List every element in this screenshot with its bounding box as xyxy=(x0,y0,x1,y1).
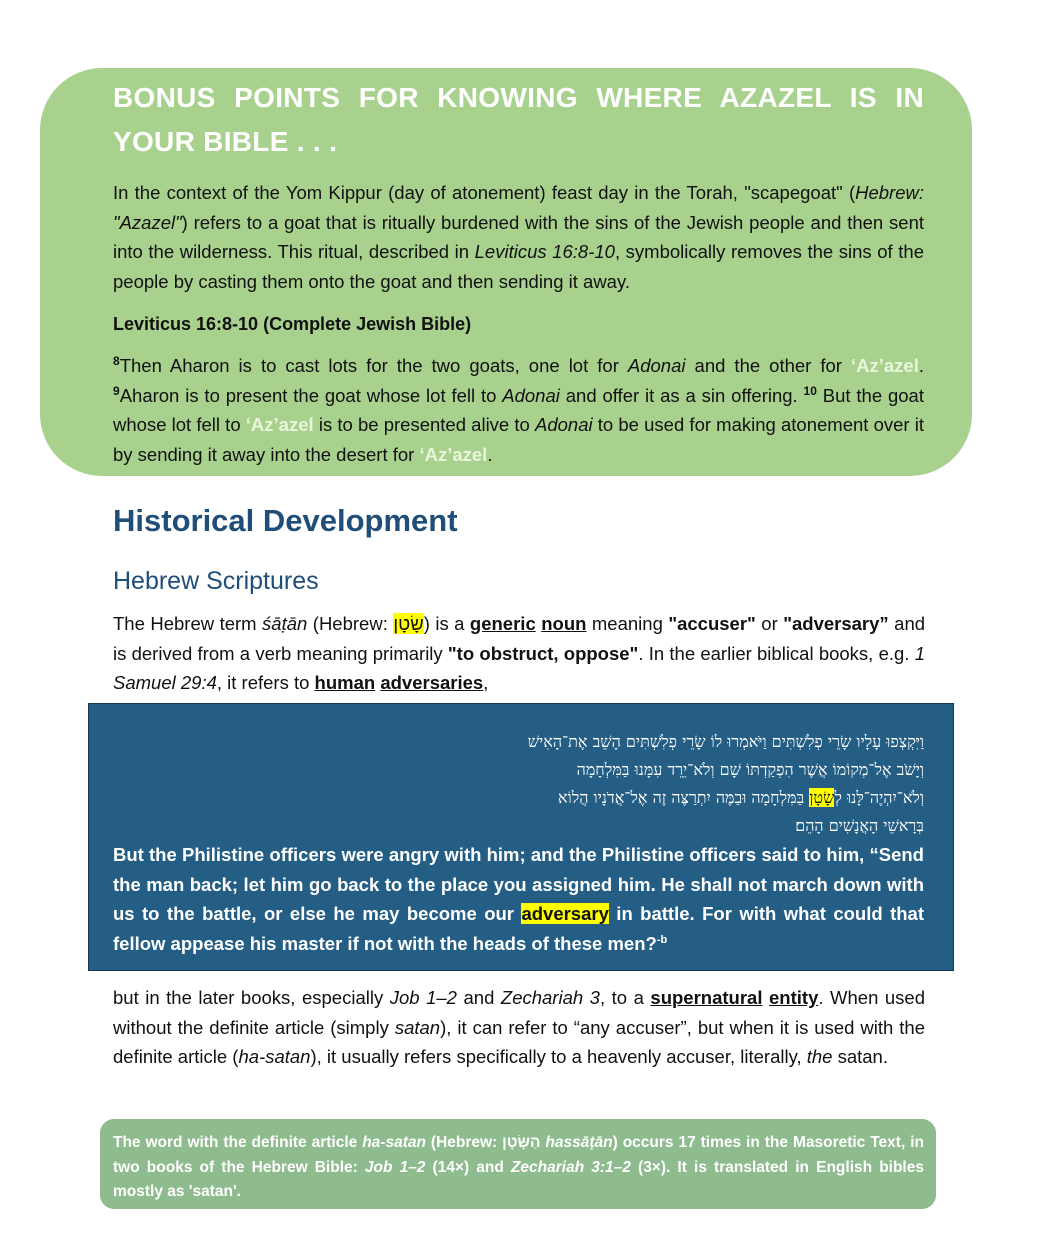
bonus-paragraph: In the context of the Yom Kippur (day of atonement) feast day in the Torah, "scapegoat" (Hebrew: "Azazel") refers to a goat that is ritually burdened with the sins of the Jewish people and then sent into the wilderness. This ritual, described in Leviticus 16:8-10, symbolically removes the sins of the people by casting them onto the goat and then sending it away. xyxy=(113,182,924,292)
hebrew-highlight: שָׂטָן xyxy=(809,788,835,807)
later-books-paragraph: but in the later books, especially Job 1–2 and Zechariah 3, to a supernatural entity. When used without the definite article (simply satan), it can refer to “any accuser”, but when it is used with the definite article (ha-satan), it usually refers specifically to a heavenly accuser, literally, the satan. xyxy=(113,987,925,1067)
link-entity[interactable]: entity xyxy=(769,987,819,1008)
note-text: The word with the definite article ha-satan (Hebrew: הַשָּׂטָן hassāṭān) occurs 17 times in the Masoretic Text, in two books of the Hebrew Bible: Job 1–2 (14×) and Zechariah 3:1–2 (3×). It is translated in English bibles mostly as 'satan'. xyxy=(113,1134,924,1200)
section-heading: Historical Development xyxy=(113,503,458,538)
link-adversaries[interactable]: adversaries xyxy=(380,672,484,693)
adversary-highlight: adversary xyxy=(521,903,609,924)
verse-number: 10 xyxy=(803,383,817,398)
bonus-title: BONUS POINTS FOR KNOWING WHERE AZAZEL IS IN YOUR BIBLE . . . xyxy=(113,82,924,157)
hebrew-word: הַשָּׂטָן xyxy=(502,1134,541,1151)
azazel-term: ‘Az’azel xyxy=(419,443,488,465)
link-noun[interactable]: noun xyxy=(541,613,587,634)
link-generic[interactable]: generic xyxy=(469,613,536,634)
english-verse: But the Philistine officers were angry with him; and the Philistine officers said to him, “Send the man back; let him go back to the place you assigned him. He shall not march down with us to the battle, or else he may become our adversary in battle. For with what could that fellow appease his master if not with the heads of these men?$^{-b}$ xyxy=(113,844,924,954)
verse-number: 9 xyxy=(113,383,120,398)
scripture-reference: Leviticus 16:8-10 (Complete Jewish Bible) xyxy=(113,314,472,334)
intro-paragraph: The Hebrew term śāṭān (Hebrew: שָׂטָן) is a generic noun meaning "accuser" or "adversary” and is derived from a verb meaning primarily "to obstruct, oppose". In the earlier biblical books, e.g. 1 Samuel 29:4, it refers to human adversaries, xyxy=(113,613,926,693)
link-human[interactable]: human xyxy=(314,672,376,693)
footnote-marker[interactable]: -b xyxy=(656,933,668,946)
scripture-quote-box xyxy=(88,703,954,971)
link-supernatural[interactable]: supernatural xyxy=(650,987,763,1008)
azazel-term: ‘Az’azel xyxy=(851,355,919,376)
azazel-term: ‘Az’azel xyxy=(245,414,314,435)
scripture-verses: $^8$Then Aharon is to cast lots for the two goats, one lot for Adonai and the other for ‘Az’azel. $^9$Aharon is to present the goat whose lot fell to Adonai and offer it as a sin offering. $^{10}$ But the goat whose lot fell to ‘Az’azel is to be presented alive to Adonai to be used for making atonement over it by sending it away into the desert for ‘Az’azel. xyxy=(113,353,925,465)
bonus-callout xyxy=(40,68,972,476)
hebrew-highlight: שָׂטָן xyxy=(393,613,424,634)
hebrew-verse: וַיִּקְצְפוּ עָלָיו שָׂרֵי פְלִשְׁתִּים וַיֹּאמְרוּ לוֹ שָׂרֵי פְלִשְׁתִּים הָשֵׁב אֶת־הָאִישׁ וְיָשֹׁב אֶל־מְקוֹמוֹ אֲשֶׁר הִפְקַדְתּוֹ שָׁם וְלֹא־יֵרֵד עִמָּנוּ בַּמִּלְחָמָה וְלֹא־יִהְיֶה־לָּנוּ לְשָׂטָן בַּמִּלְחָמָה וּבַמֶּה יִתְרַצֶּה זֶה אֶל־אֲדֹנָיו הֲלוֹא בְּרָאשֵׁי הָאֲנָשִׁים הָהֵם׃ xyxy=(527,732,924,835)
verse-number: 8 xyxy=(113,353,120,368)
subsection-heading: Hebrew Scriptures xyxy=(113,567,319,595)
note-callout xyxy=(100,1119,936,1209)
